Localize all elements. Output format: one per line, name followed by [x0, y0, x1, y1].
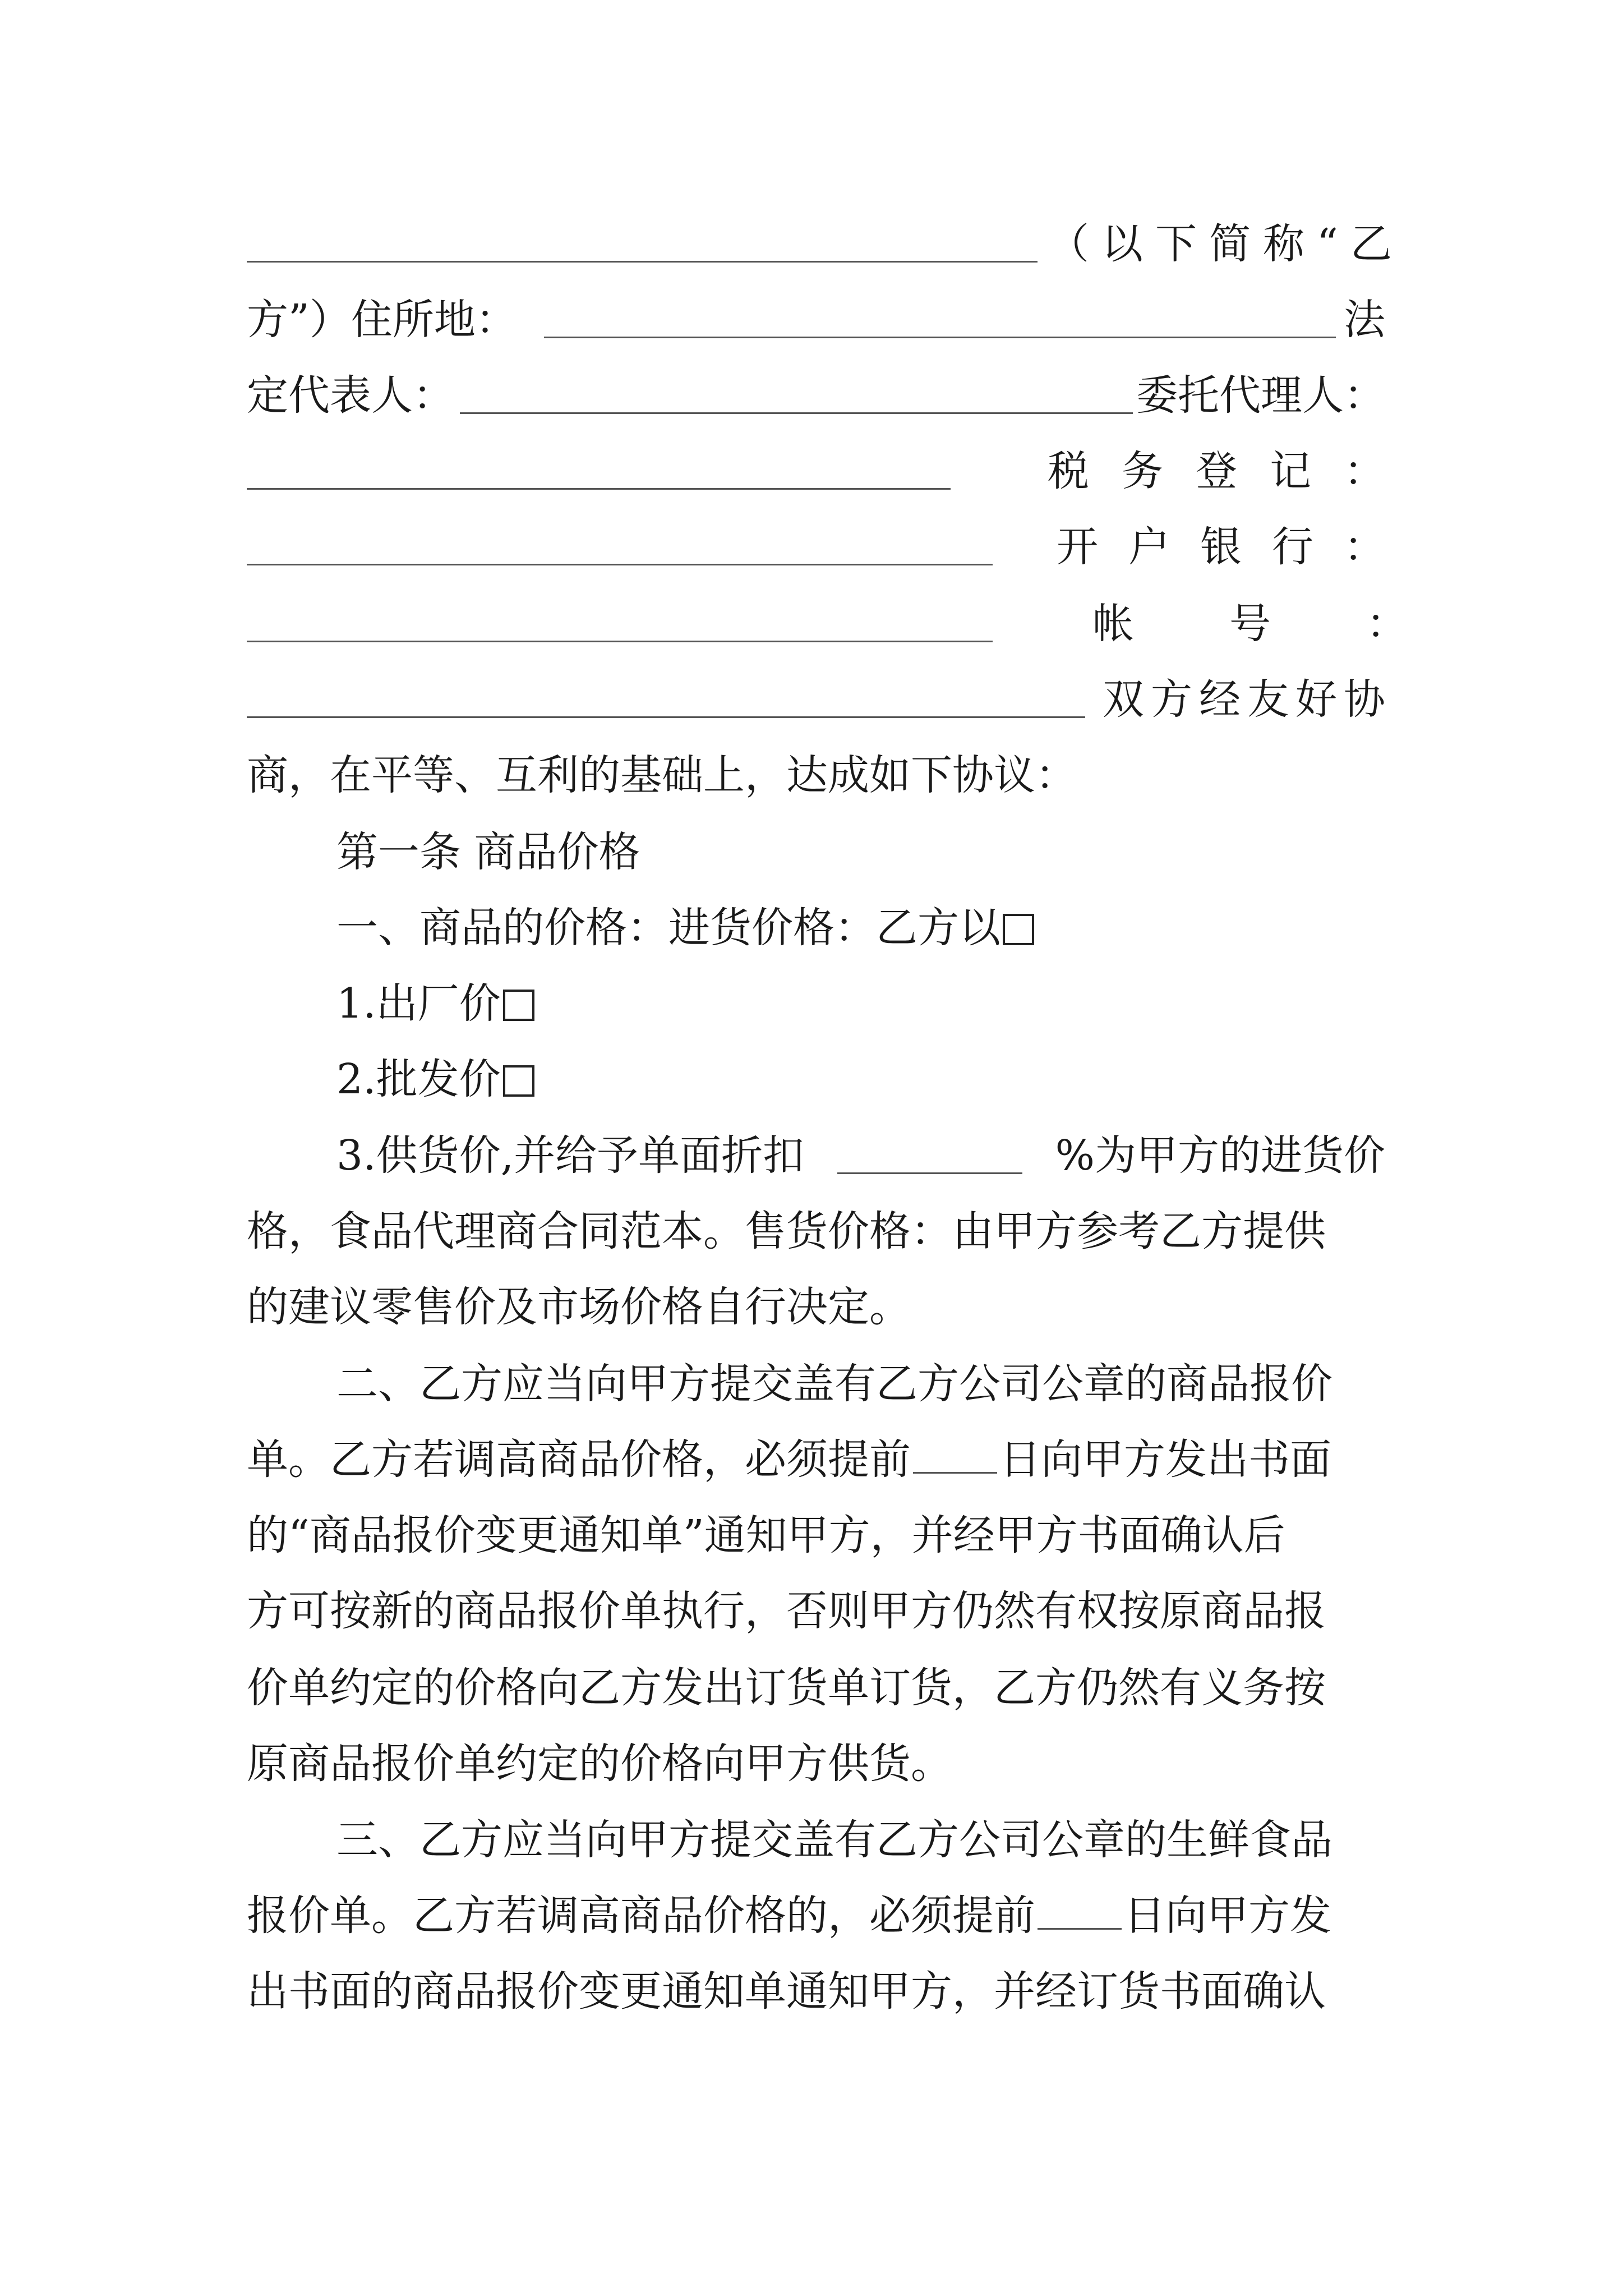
- advance-notice-suffix: 日向甲方发出书面: [999, 1435, 1331, 1484]
- wholesale-price-text: 2.批发价: [336, 1055, 501, 1103]
- paragraph-line: 的“商品报价变更通知单”通知甲方，并经甲方书面确认后: [247, 1511, 1285, 1559]
- notice-days-blank[interactable]: [913, 1437, 997, 1474]
- legal-rep-label-start: 法: [1344, 296, 1385, 344]
- wholesale-price-line: [336, 1051, 1385, 1107]
- supply-price-line: [336, 1128, 1385, 1184]
- supply-price-suffix: %为甲方的进货价: [1055, 1131, 1385, 1180]
- factory-price-line: [336, 976, 1385, 1032]
- fresh-food-notice-suffix: 日向甲方发: [1124, 1892, 1331, 1940]
- party-b-name-line: [247, 216, 1404, 272]
- article-one-heading: 第一条 商品价格: [336, 828, 640, 876]
- party-b-abbrev-text: （以下简称“乙: [1048, 220, 1404, 268]
- agreement-intro-text: 双方经友好协: [1103, 675, 1392, 724]
- purchase-price-line: [336, 900, 1385, 956]
- address-blank[interactable]: [544, 302, 1336, 338]
- bank-line: [247, 519, 1415, 575]
- party-b-name-blank[interactable]: [247, 226, 1038, 263]
- paragraph-line: 的建议零售价及市场价格自行决定。: [247, 1283, 911, 1331]
- advance-notice-text: 单。乙方若调高商品价格，必须提前: [247, 1435, 911, 1484]
- bank-blank[interactable]: [247, 529, 993, 565]
- purchase-price-text: 一、商品的价格：进货价格：乙方以: [336, 904, 1000, 952]
- fresh-notice-days-blank[interactable]: [1038, 1893, 1122, 1930]
- paragraph-line: 原商品报价单约定的价格向甲方供货。: [247, 1740, 952, 1788]
- factory-price-text: 1.出厂价: [336, 979, 501, 1028]
- extra-blank[interactable]: [247, 682, 1085, 718]
- supply-price-text: 3.供货价,并给予单面折扣: [336, 1131, 805, 1180]
- fresh-food-notice-line: [247, 1888, 1385, 1944]
- agreement-intro-line: [247, 671, 1392, 728]
- discount-blank[interactable]: [837, 1138, 1022, 1174]
- tax-registration-blank[interactable]: [247, 453, 951, 490]
- legal-rep-blank[interactable]: [460, 378, 1133, 414]
- paragraph-line: 方可按新的商品报价单执行，否则甲方仍然有权按原商品报: [247, 1587, 1326, 1635]
- paragraph-line: 出书面的商品报价变更通知单通知甲方，并经订货书面确认: [247, 1967, 1326, 2016]
- factory-price-checkbox[interactable]: [503, 990, 534, 1021]
- legal-rep-label: 定代表人：: [247, 371, 454, 420]
- account-line: [247, 596, 1503, 652]
- section-three-line: 三、乙方应当向甲方提交盖有乙方公司公章的生鲜食品: [336, 1816, 1332, 1864]
- agent-label: 委托代理人：: [1136, 371, 1385, 420]
- purchase-price-checkbox[interactable]: [1003, 914, 1034, 945]
- tax-registration-label: 税务登记：: [1048, 447, 1418, 495]
- section-two-line: 二、乙方应当向甲方提交盖有乙方公司公章的商品报价: [336, 1360, 1332, 1408]
- account-blank[interactable]: [247, 606, 993, 642]
- legal-rep-line: [247, 367, 1385, 424]
- address-label: 方”）住所地：: [247, 296, 517, 344]
- tax-registration-line: [247, 443, 1418, 499]
- agreement-intro-continued: 商，在平等、互利的基础上，达成如下协议：: [247, 751, 1077, 799]
- paragraph-line: 价单约定的价格向乙方发出订货单订货，乙方仍然有义务按: [247, 1664, 1326, 1712]
- party-b-address-line: [247, 292, 1385, 348]
- bank-label: 开户银行：: [1057, 523, 1415, 571]
- advance-notice-line: [247, 1432, 1385, 1488]
- account-label: 帐号：: [1092, 600, 1503, 648]
- wholesale-price-checkbox[interactable]: [503, 1065, 534, 1097]
- paragraph-line: 格，食品代理商合同范本。售货价格：由甲方参考乙方提供: [247, 1207, 1326, 1255]
- fresh-food-notice-text: 报价单。乙方若调高商品价格的，必须提前: [247, 1892, 1035, 1940]
